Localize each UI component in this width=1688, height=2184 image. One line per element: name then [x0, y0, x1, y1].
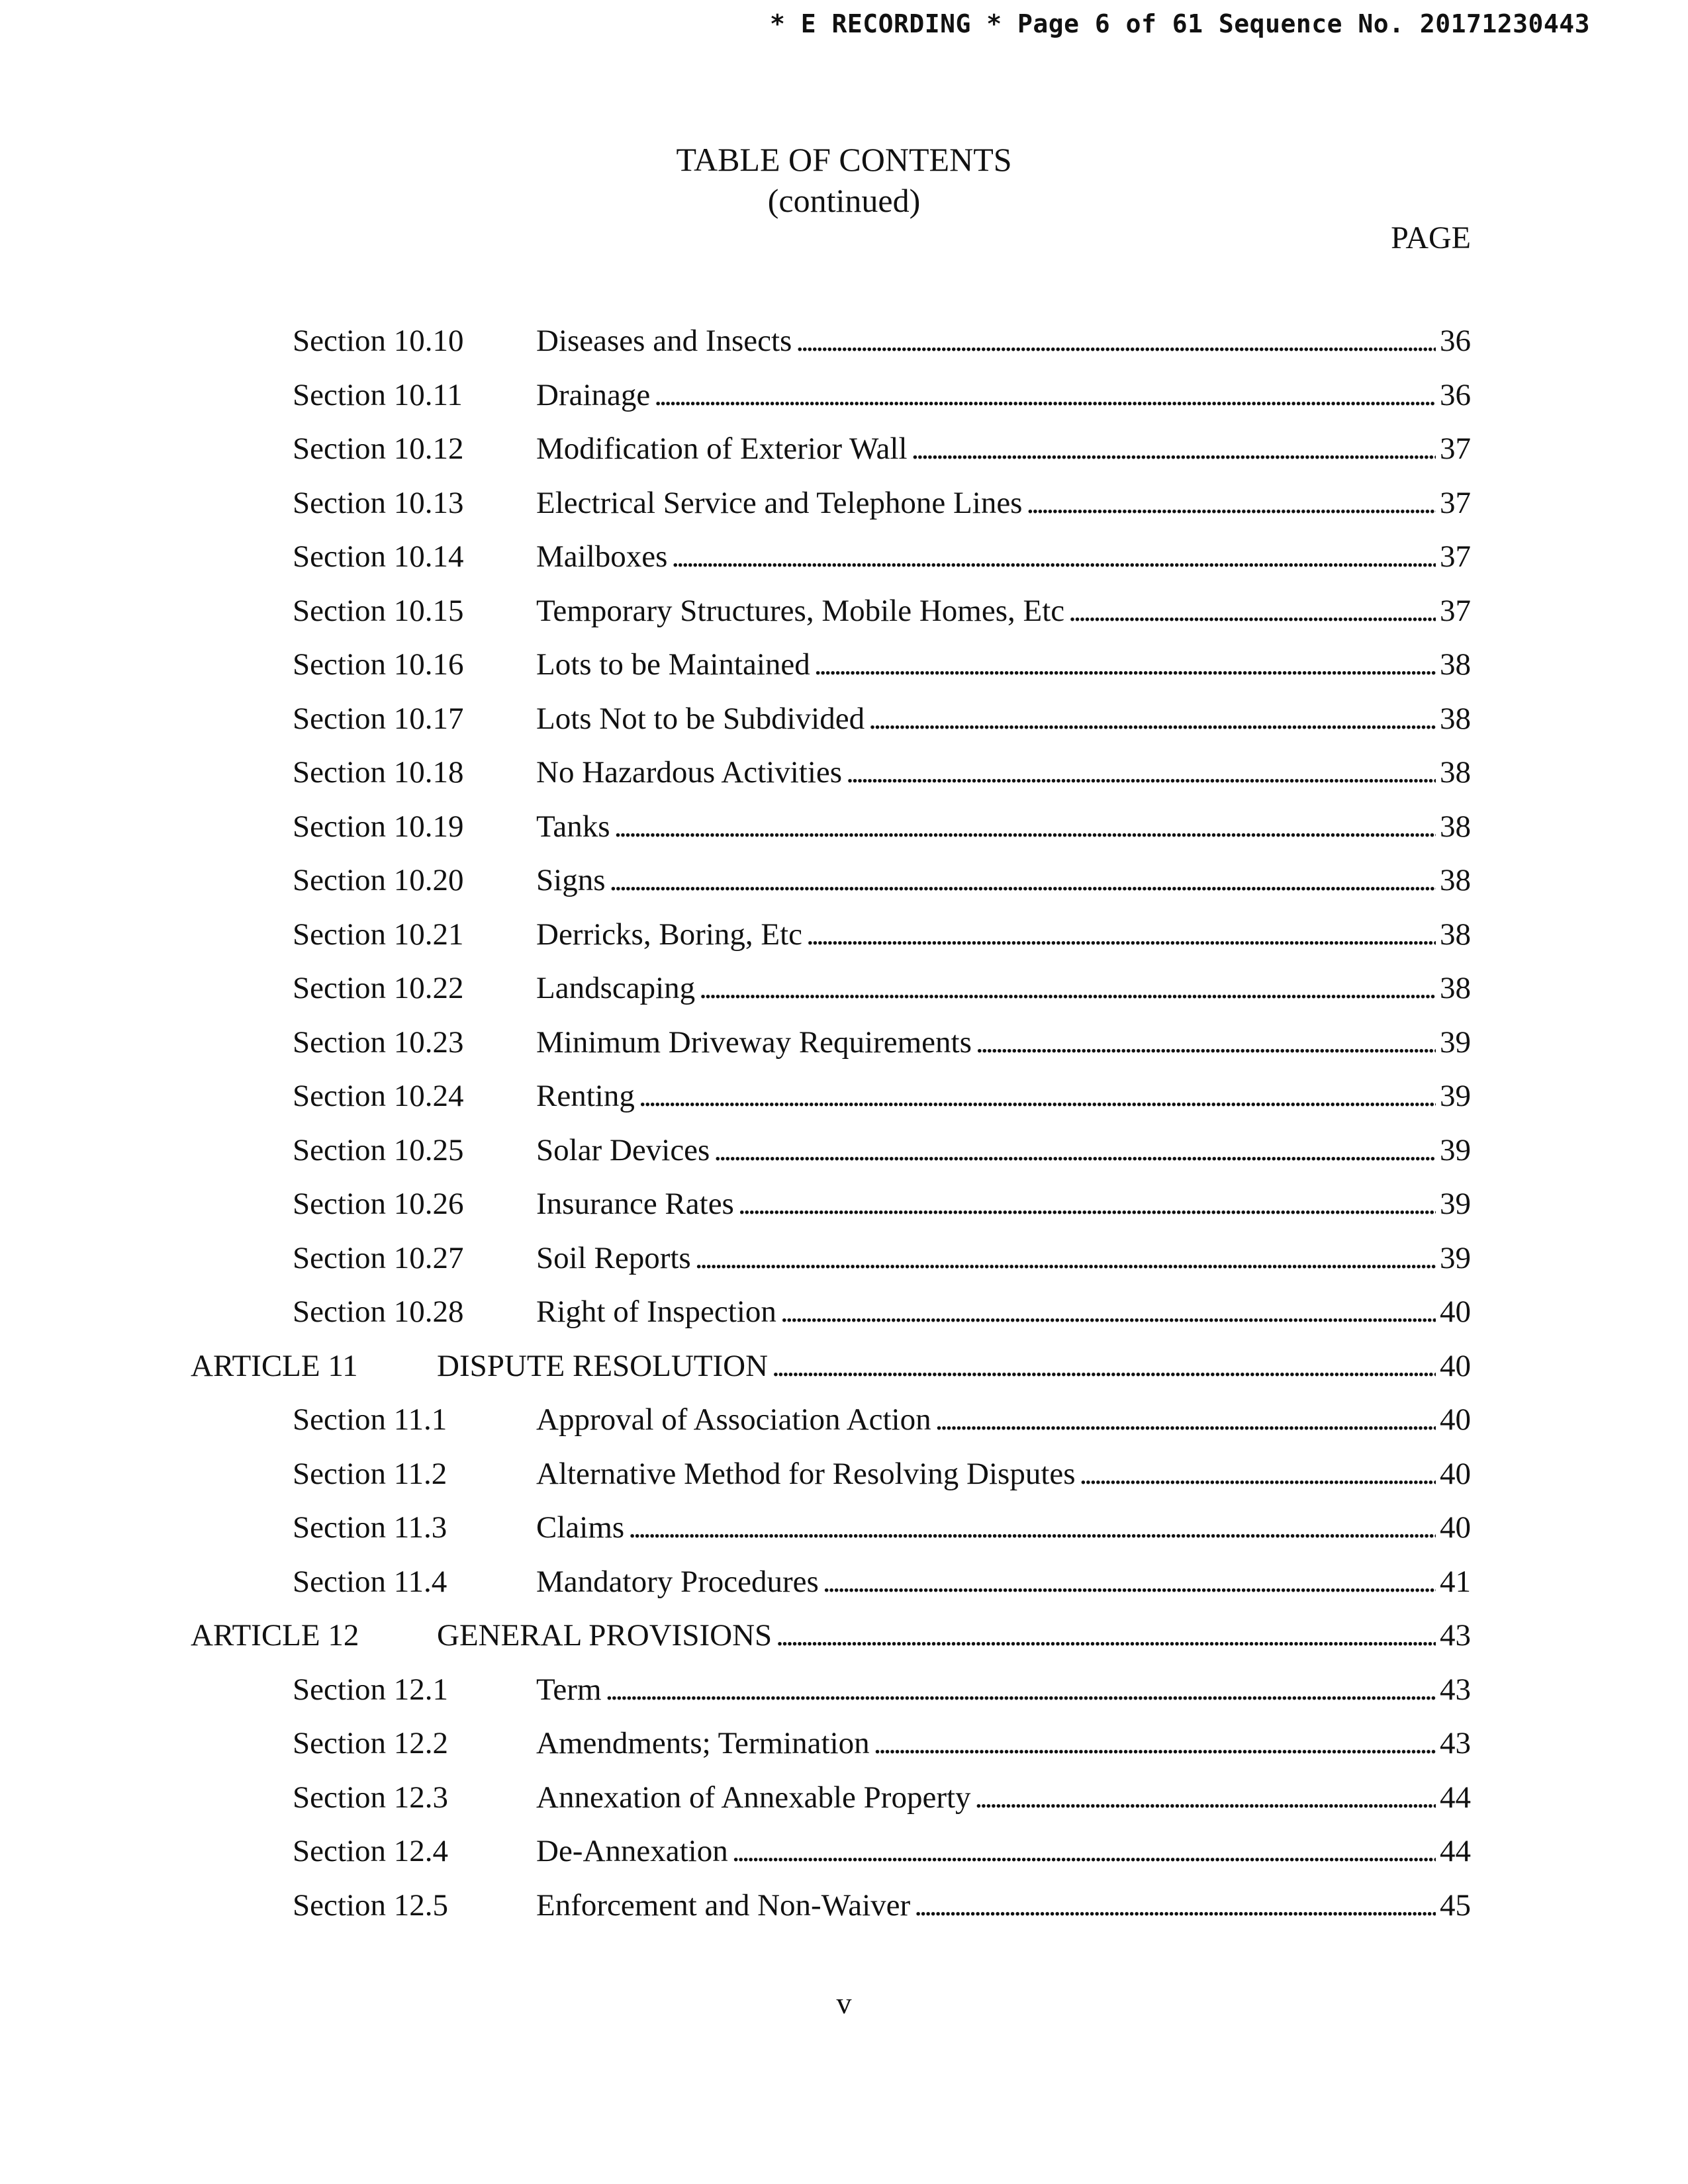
toc-entry-line [536, 699, 1471, 739]
toc-entry-line [536, 1778, 1471, 1817]
toc-entry-line [536, 1076, 1471, 1116]
toc-entry-number: Section 10.16 [293, 647, 464, 682]
toc-entry-number: Section 10.18 [293, 755, 464, 790]
dot-leader [654, 375, 1436, 415]
toc-entry-title: Landscaping [536, 971, 696, 1005]
toc-section-entry [0, 968, 1688, 1023]
toc-entry-page: 38 [1440, 647, 1471, 682]
dot-leader [914, 1886, 1436, 1925]
toc-entry-page: 36 [1440, 377, 1471, 412]
toc-entry-page: 39 [1440, 1024, 1471, 1060]
toc-list [0, 321, 1688, 1939]
toc-entry-number: Section 12.5 [293, 1888, 448, 1923]
toc-entry-title: Electrical Service and Telephone Lines [536, 485, 1023, 520]
toc-entry-title: Term [536, 1672, 602, 1707]
toc-entry-number: Section 10.17 [293, 701, 464, 736]
toc-entry-title: Mandatory Procedures [536, 1564, 819, 1599]
dot-leader [780, 1292, 1436, 1332]
recording-header: * E RECORDING * Page 6 of 61 Sequence No. 20171230443 [769, 9, 1590, 38]
toc-entry-line [536, 1723, 1471, 1763]
toc-entry-page: 38 [1440, 863, 1471, 897]
toc-entry-line [536, 807, 1471, 846]
dot-leader [1068, 591, 1436, 631]
toc-entry-number: Section 11.2 [293, 1456, 447, 1491]
toc-entry-number: Section 10.20 [293, 863, 464, 897]
toc-entry-number: Section 12.2 [293, 1726, 448, 1760]
toc-entry-page: 43 [1440, 1672, 1471, 1707]
toc-entry-number: Section 12.3 [293, 1780, 448, 1815]
toc-entry-title: Drainage [536, 377, 651, 412]
toc-entry-title: Diseases and Insects [536, 324, 792, 358]
toc-entry-title: Enforcement and Non-Waiver [536, 1888, 911, 1923]
toc-section-entry [0, 1831, 1688, 1886]
toc-section-entry [0, 375, 1688, 430]
toc-section-entry [0, 321, 1688, 375]
toc-article-entry [0, 1346, 1688, 1400]
toc-entry-page: 38 [1440, 755, 1471, 790]
toc-entry-number: Section 11.4 [293, 1564, 447, 1599]
toc-entry-line [536, 752, 1471, 792]
toc-entry-line [536, 321, 1471, 361]
toc-entry-number: Section 10.19 [293, 809, 464, 844]
page-column-label: PAGE [1391, 220, 1471, 255]
toc-entry-title: Annexation of Annexable Property [536, 1780, 971, 1815]
toc-entry-line [437, 1615, 1471, 1655]
dot-leader [639, 1076, 1436, 1116]
toc-entry-page: 39 [1440, 1187, 1471, 1221]
toc-entry-page: 37 [1440, 539, 1471, 574]
toc-entry-number: Section 10.26 [293, 1187, 464, 1221]
dot-leader [671, 537, 1436, 576]
toc-entry-number: Section 10.27 [293, 1240, 464, 1275]
toc-section-entry [0, 915, 1688, 969]
toc-entry-line [536, 591, 1471, 631]
toc-entry-title: Signs [536, 863, 606, 897]
toc-entry-line [536, 915, 1471, 954]
toc-entry-line [536, 1292, 1471, 1332]
toc-entry-title: Alternative Method for Resolving Disputes [536, 1456, 1076, 1491]
toc-entry-page: 37 [1440, 593, 1471, 628]
dot-leader [796, 321, 1436, 361]
toc-entry-number: Section 10.23 [293, 1024, 464, 1060]
toc-entry-title: Approval of Association Action [536, 1402, 931, 1437]
toc-section-entry [0, 645, 1688, 699]
toc-entry-page: 44 [1440, 1834, 1471, 1868]
toc-entry-page: 41 [1440, 1564, 1471, 1599]
toc-entry-page: 38 [1440, 701, 1471, 736]
toc-section-entry [0, 1184, 1688, 1238]
toc-entry-number: Section 10.12 [293, 432, 464, 466]
dot-leader [823, 1562, 1436, 1602]
dot-leader [1026, 483, 1436, 523]
toc-entry-number: Section 10.15 [293, 593, 464, 628]
toc-entry-page: 38 [1440, 971, 1471, 1005]
toc-entry-line [536, 1023, 1471, 1062]
toc-entry-line [536, 1886, 1471, 1925]
toc-entry-page: 40 [1440, 1402, 1471, 1437]
dot-leader [738, 1184, 1436, 1224]
toc-entry-title: Lots to be Maintained [536, 647, 810, 682]
toc-section-entry [0, 1238, 1688, 1293]
toc-entry-number: Section 10.10 [293, 324, 464, 358]
toc-entry-page: 38 [1440, 917, 1471, 952]
toc-entry-page: 40 [1440, 1456, 1471, 1491]
toc-entry-number: Section 11.1 [293, 1402, 447, 1437]
toc-section-entry [0, 1023, 1688, 1077]
dot-leader [772, 1346, 1436, 1386]
toc-entry-number: Section 10.24 [293, 1079, 464, 1113]
toc-entry-number: Section 10.25 [293, 1132, 464, 1167]
toc-entry-page: 40 [1440, 1510, 1471, 1545]
toc-entry-page: 45 [1440, 1888, 1471, 1923]
toc-entry-title: No Hazardous Activities [536, 755, 843, 790]
toc-title-block [0, 139, 1688, 221]
toc-entry-title: Modification of Exterior Wall [536, 432, 908, 466]
toc-entry-title: Right of Inspection [536, 1295, 776, 1329]
toc-entry-title: De-Annexation [536, 1834, 728, 1868]
page-number: v [836, 1986, 852, 2020]
toc-entry-page: 43 [1440, 1618, 1471, 1653]
toc-entry-line [536, 1831, 1471, 1871]
toc-entry-page: 37 [1440, 485, 1471, 520]
toc-entry-title: Lots Not to be Subdivided [536, 701, 865, 736]
toc-title: TABLE OF CONTENTS [676, 141, 1012, 178]
toc-entry-title: Insurance Rates [536, 1187, 734, 1221]
toc-entry-number: Section 11.3 [293, 1510, 447, 1545]
toc-entry-line [536, 1130, 1471, 1170]
toc-entry-line [536, 1238, 1471, 1278]
toc-entry-title: Minimum Driveway Requirements [536, 1024, 972, 1060]
toc-section-entry [0, 1130, 1688, 1185]
toc-entry-title: Claims [536, 1510, 625, 1545]
toc-entry-title: Derricks, Boring, Etc [536, 917, 803, 952]
toc-entry-number: Section 10.28 [293, 1295, 464, 1329]
dot-leader [614, 807, 1436, 846]
toc-entry-number: ARTICLE 11 [191, 1348, 358, 1383]
toc-section-entry [0, 1562, 1688, 1616]
dot-leader [874, 1723, 1436, 1763]
toc-entry-page: 40 [1440, 1348, 1471, 1383]
dot-leader [776, 1615, 1436, 1655]
toc-entry-number: Section 12.1 [293, 1672, 448, 1707]
toc-entry-line [536, 860, 1471, 900]
dot-leader [628, 1508, 1436, 1547]
toc-entry-page: 39 [1440, 1079, 1471, 1113]
toc-entry-number: Section 10.11 [293, 377, 463, 412]
dot-leader [806, 915, 1436, 954]
dot-leader [912, 429, 1436, 469]
toc-entry-page: 36 [1440, 324, 1471, 358]
toc-subtitle: (continued) [767, 182, 921, 219]
dot-leader [699, 968, 1436, 1008]
dot-leader [606, 1670, 1436, 1709]
toc-entry-number: Section 10.14 [293, 539, 464, 574]
toc-entry-line [536, 645, 1471, 684]
toc-entry-page: 40 [1440, 1295, 1471, 1329]
toc-entry-page: 43 [1440, 1726, 1471, 1760]
toc-entry-number: Section 12.4 [293, 1834, 448, 1868]
toc-section-entry [0, 429, 1688, 483]
toc-article-entry [0, 1615, 1688, 1670]
dot-leader [714, 1130, 1436, 1170]
toc-entry-line [536, 1508, 1471, 1547]
toc-entry-number: Section 10.22 [293, 971, 464, 1005]
toc-entry-title: Tanks [536, 809, 610, 844]
toc-entry-number: ARTICLE 12 [191, 1618, 359, 1653]
toc-section-entry [0, 1292, 1688, 1346]
toc-section-entry [0, 1508, 1688, 1562]
dot-leader [732, 1831, 1436, 1871]
dot-leader [1080, 1454, 1436, 1494]
toc-entry-title: Renting [536, 1079, 635, 1113]
toc-entry-line [437, 1346, 1471, 1386]
toc-entry-number: Section 10.13 [293, 485, 464, 520]
toc-entry-page: 44 [1440, 1780, 1471, 1815]
toc-entry-title: Soil Reports [536, 1240, 691, 1275]
toc-section-entry [0, 860, 1688, 915]
toc-section-entry [0, 1400, 1688, 1454]
toc-entry-line [536, 1670, 1471, 1709]
toc-entry-title: Temporary Structures, Mobile Homes, Etc [536, 593, 1065, 628]
toc-entry-page: 38 [1440, 809, 1471, 844]
toc-entry-page: 39 [1440, 1132, 1471, 1167]
toc-entry-line [536, 1454, 1471, 1494]
toc-section-entry [0, 1778, 1688, 1832]
toc-section-entry [0, 752, 1688, 807]
dot-leader [695, 1238, 1436, 1278]
dot-leader [846, 752, 1436, 792]
dot-leader [868, 699, 1436, 739]
toc-entry-title: DISPUTE RESOLUTION [437, 1348, 769, 1383]
toc-section-entry [0, 591, 1688, 645]
dot-leader [610, 860, 1436, 900]
toc-section-entry [0, 807, 1688, 861]
toc-entry-page: 39 [1440, 1240, 1471, 1275]
toc-section-entry [0, 1454, 1688, 1508]
toc-entry-line [536, 483, 1471, 523]
dot-leader [976, 1023, 1436, 1062]
dot-leader [814, 645, 1436, 684]
toc-section-entry [0, 1076, 1688, 1130]
toc-entry-line [536, 537, 1471, 576]
toc-entry-line [536, 375, 1471, 415]
toc-entry-line [536, 429, 1471, 469]
toc-entry-page: 37 [1440, 432, 1471, 466]
toc-section-entry [0, 1723, 1688, 1778]
toc-entry-title: Solar Devices [536, 1132, 710, 1167]
toc-section-entry [0, 1670, 1688, 1724]
toc-entry-line [536, 968, 1471, 1008]
toc-section-entry [0, 699, 1688, 753]
toc-entry-number: Section 10.21 [293, 917, 464, 952]
toc-section-entry [0, 537, 1688, 591]
toc-entry-title: Amendments; Termination [536, 1726, 870, 1760]
toc-entry-line [536, 1400, 1471, 1439]
dot-leader [975, 1778, 1436, 1817]
toc-section-entry [0, 483, 1688, 537]
toc-entry-line [536, 1184, 1471, 1224]
toc-section-entry [0, 1886, 1688, 1940]
toc-entry-line [536, 1562, 1471, 1602]
toc-entry-title: Mailboxes [536, 539, 668, 574]
dot-leader [935, 1400, 1436, 1439]
toc-entry-title: GENERAL PROVISIONS [437, 1618, 773, 1653]
